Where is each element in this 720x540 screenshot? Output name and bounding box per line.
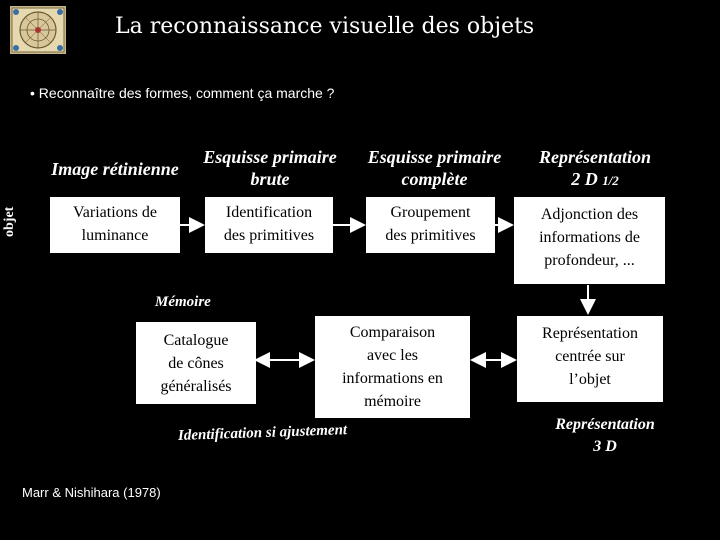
label-memoire: Mémoire: [155, 294, 211, 310]
page-title: La reconnaissance visuelle des objets: [115, 14, 535, 39]
box-representation-objet: Représentation centrée sur l’objet: [517, 316, 663, 402]
box-groupement-primitives: Groupement des primitives: [366, 197, 495, 253]
box-adjonction-profondeur: Adjonction des informations de profondeur, ...: [514, 197, 665, 284]
box-identification-primitives: Identification des primitives: [205, 197, 333, 253]
label-identification-ajustement: Identification si ajustement: [177, 422, 348, 444]
header-image-retinienne: Image rétinienne: [51, 159, 179, 179]
citation: Marr & Nishihara (1978): [22, 485, 161, 500]
box-comparaison-memoire: Comparaison avec les informations en mémoire: [315, 316, 470, 418]
bullet-question: • Reconnaître des formes, comment ça marche ?: [30, 85, 335, 101]
box-catalogue-cones: Catalogue de cônes généralisés: [136, 322, 256, 404]
header-esquisse-brute: Esquisse primaire brute: [203, 147, 337, 189]
box-variations-luminance: Variations de luminance: [50, 197, 180, 253]
label-representation-3d: Représentation 3 D: [555, 416, 655, 455]
side-label-objet: objet: [2, 206, 17, 238]
header-esquisse-complete: Esquisse primaire complète: [367, 147, 502, 189]
header-representation-2d: Représentation 2 D 1/2: [538, 147, 651, 189]
